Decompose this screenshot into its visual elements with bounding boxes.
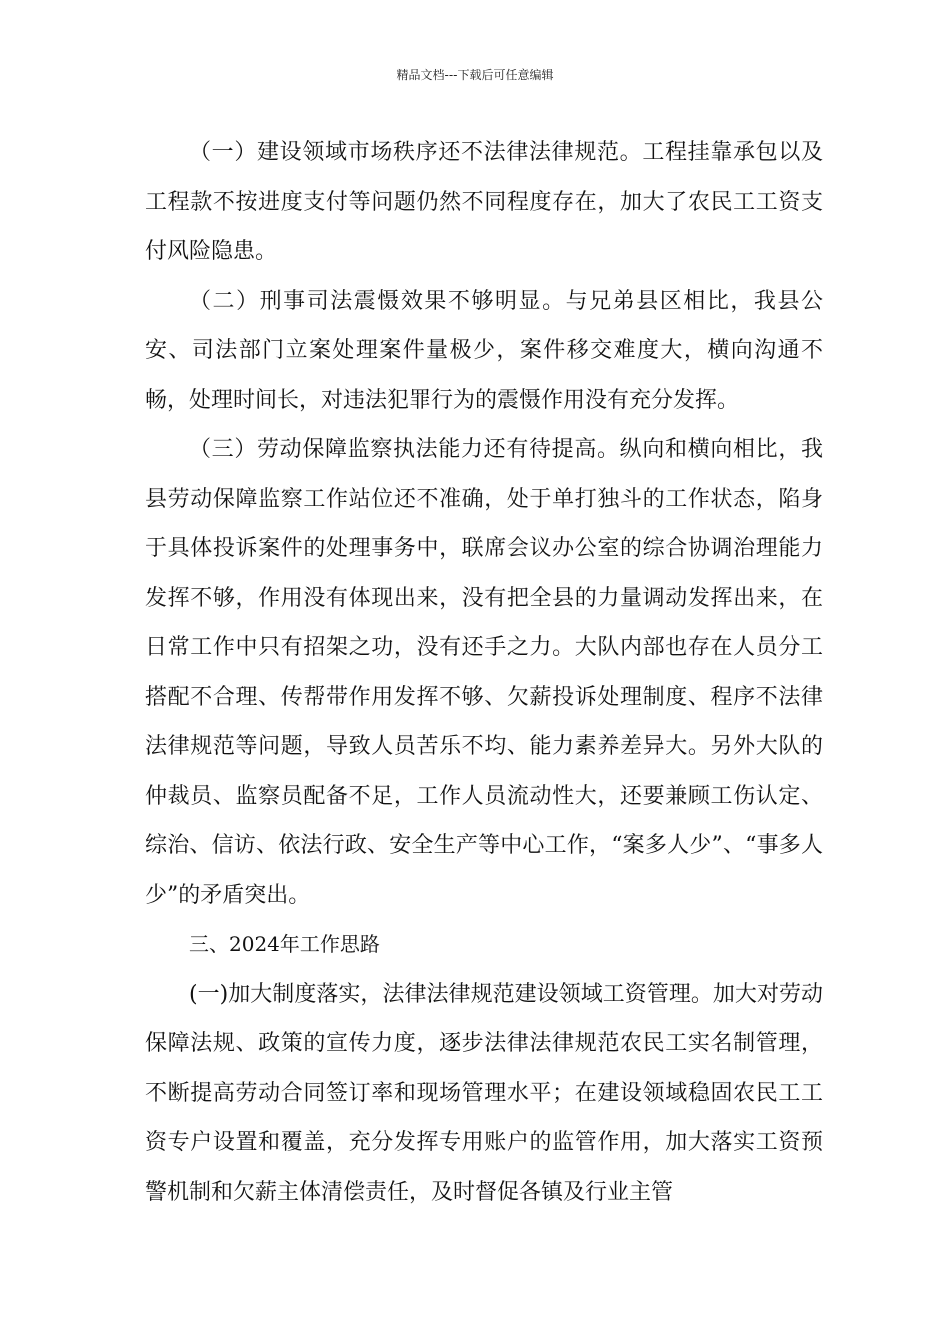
- paragraph-1: （一）建设领域市场秩序还不法律法律规范。工程挂靠承包以及工程款不按进度支付等问题仍然不同程度存在，加大了农民工工资支付风险隐患。: [145, 140, 823, 264]
- page-header: 精品文档---下载后可任意编辑: [396, 68, 554, 82]
- paragraph-2: （二）刑事司法震慑效果不够明显。与兄弟县区相比，我县公安、司法部门立案处理案件量极少，案件移交难度大，横向沟通不畅，处理时间长，对违法犯罪行为的震慑作用没有充分发挥。: [145, 288, 823, 413]
- section-heading: 三、2024年工作思路: [189, 932, 380, 956]
- paragraph-4: (一)加大制度落实，法律法律规范建设领域工资管理。加大对劳动保障法规、政策的宣传力度，逐步法律法律规范农民工实名制管理，不断提高劳动合同签订率和现场管理水平；在建设领域稳固农民工工资专户设置和覆盖，充分发挥专用账户的监管作用，加大落实工资预警机制和欠薪主体清偿责任，及时督促各镇及行业主管: [145, 981, 823, 1205]
- paragraph-3: （三）劳动保障监察执法能力还有待提高。纵向和横向相比，我县劳动保障监察工作站位还不准确，处于单打独斗的工作状态，陷身于具体投诉案件的处理事务中，联席会议办公室的综合协调治理能力发挥不够，作用没有体现出来，没有把全县的力量调动发挥出来，在日常工作中只有招架之功，没有还手之力。大队内部也存在人员分工搭配不合理、传帮带作用发挥不够、欠薪投诉处理制度、程序不法律法律规范等问题，导致人员苦乐不均、能力素养差异大。另外大队的仲裁员、监察员配备不足，工作人员流动性大，还要兼顾工伤认定、综治、信访、依法行政、安全生产等中心工作，“案多人少”、“事多人少”的矛盾突出。: [145, 437, 823, 908]
- document-body: [145, 128, 823, 1217]
